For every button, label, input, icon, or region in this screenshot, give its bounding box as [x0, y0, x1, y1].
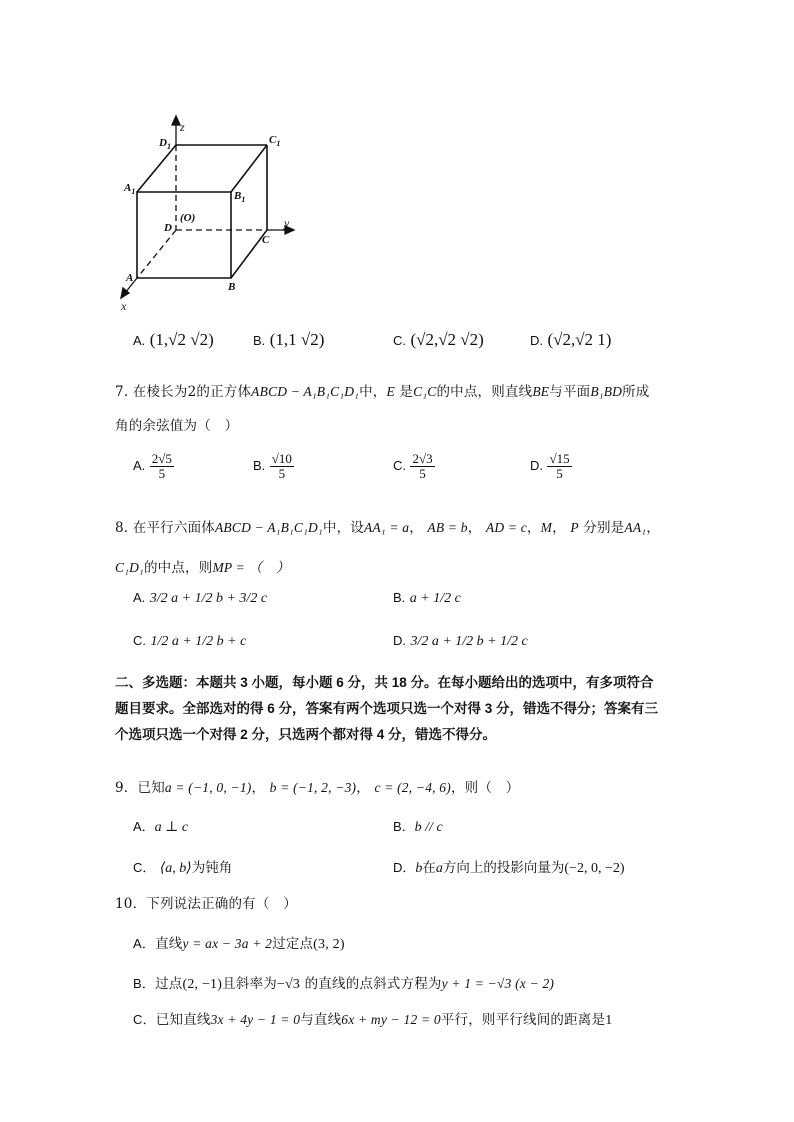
q7-stem-line1: 7. 在棱长为2的正方体ABCD − A₁B₁C₁D₁中，E 是C₁C的中点，则直线BE与平面B₁BD所成 [115, 384, 650, 400]
label-x: x [121, 299, 127, 313]
z-arrow-icon [172, 116, 180, 125]
q8-option-d[interactable]: D. 3/2 a + 1/2 b + 1/2 c [393, 633, 528, 649]
q6-option-a-expr: (1,√2 √2) [149, 330, 214, 349]
q7-stem-line2: 角的余弦值为（ ） [115, 418, 239, 434]
label-a: A [126, 272, 134, 284]
label-a1: $A_1$ [124, 182, 136, 197]
q10-option-c[interactable]: C．已知直线3x + 4y − 1 = 0与直线6x + my − 12 = 0平行，则平行线间的距离是1 [133, 1012, 613, 1028]
q6-option-b-expr: (1,1 √2) [269, 330, 325, 349]
q10-stem: 10．下列说法正确的有（ ） [115, 896, 297, 912]
label-d: D [164, 222, 172, 234]
q9-option-c[interactable]: C． ⟨a, b⟩为钝角 [133, 860, 233, 876]
q7-option-a[interactable]: A. $\frac{2√5}{5}$ [133, 451, 172, 481]
q9-option-d[interactable]: D．b在a方向上的投影向量为(−2, 0, −2) [393, 860, 625, 876]
q6-option-d-expr: (√2,√2 1) [547, 330, 612, 349]
q9-option-a[interactable]: A．a ⊥ c [133, 819, 189, 835]
q10-option-b[interactable]: B．过点(2, −1)且斜率为−√3 的直线的点斜式方程为y + 1 = −√3 (x − 2) [133, 976, 555, 992]
q6-option-c[interactable]: C. (√2,√2 √2) [393, 330, 484, 349]
q10-option-a[interactable]: A．直线y = ax − 3a + 2过定点(3, 2) [133, 936, 345, 952]
q8-option-d-expr: 3/2 a + 1/2 b + 1/2 c [410, 634, 528, 649]
q9-stem: 9．已知a = (−1, 0, −1)， b = (−1, 2, −3)， c = (2, −4, 6)，则（ ） [115, 780, 520, 796]
label-y: y [284, 216, 290, 230]
q6-option-d[interactable]: D. (√2,√2 1) [530, 330, 612, 349]
q9-option-b[interactable]: B．b // c [393, 819, 443, 835]
label-c: C [262, 234, 270, 246]
q7-option-c[interactable]: C. $\frac{2√3}{5}$ [393, 451, 433, 481]
q8-stem-line2: C₁D₁的中点，则MP = （ ） [115, 560, 290, 576]
q8-option-b[interactable]: B. a + 1/2 c [393, 590, 461, 606]
q6-option-a[interactable]: A. (1,√2 √2) [133, 330, 214, 349]
label-b1: $B_1$ [234, 190, 246, 205]
label-d1: $D_1$ [159, 137, 171, 152]
q8-option-a-expr: 3/2 a + 1/2 b + 3/2 c [149, 591, 268, 606]
q8-stem-line1: 8. 在平行六面体ABCD − A₁B₁C₁D₁中，设AA₁ = a， AB = b， AD = c，M， P 分别是AA₁， [115, 520, 660, 536]
q7-option-d[interactable]: D. $\frac{√15}{5}$ [530, 451, 570, 481]
q7-option-b[interactable]: B. $\frac{√10}{5}$ [253, 451, 292, 481]
label-o: (O) [180, 212, 196, 224]
q8-option-a[interactable]: A. 3/2 a + 1/2 b + 3/2 c [133, 590, 268, 606]
label-c1: $C_1$ [269, 134, 281, 149]
label-b: B [228, 281, 236, 293]
section2-instructions: 二、多选题：本题共 3 小题，每小题 6 分，共 18 分。在每小题给出的选项中，有多项符合 题目要求。全部选对的得 6 分，答案有两个选项只选一个对得 3 分，错选不得分；答案有三 个选项只选一个对得 2 分，只选两个都对得 4 分，错选不得分。 [115, 675, 659, 742]
q8-option-c[interactable]: C. 1/2 a + 1/2 b + c [133, 633, 247, 649]
label-z: z [180, 120, 185, 134]
q8-option-b-expr: a + 1/2 c [409, 591, 461, 606]
q6-option-b[interactable]: B. (1,1 √2) [253, 330, 325, 349]
front-face [137, 192, 231, 278]
q6-option-c-expr: (√2,√2 √2) [410, 330, 484, 349]
q8-option-c-expr: 1/2 a + 1/2 b + c [150, 634, 247, 649]
